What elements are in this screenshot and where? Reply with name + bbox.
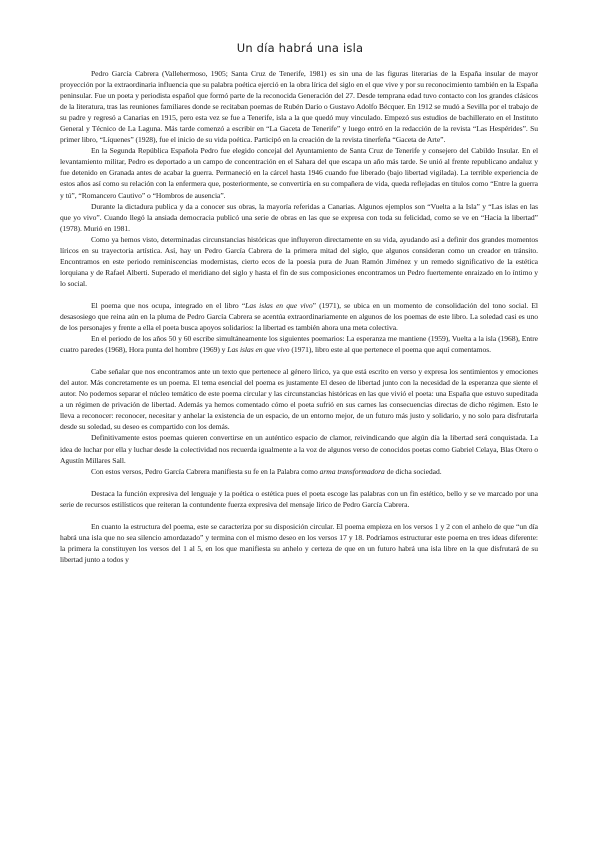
paragraph: Durante la dictadura publica y da a conocer sus obras, la mayoría referidas a Canarias. Algunos ejemplos son “Vuelta a la Isla” y “Las islas en las que yo vivo”. Cuando llegó la ansiada democracia publicó una serie de obras en las que se expresa con toda su felicidad, como se ve en “Hacia la libertad” (1978). Murió en 1981. — [60, 201, 538, 233]
paragraph-gap — [60, 477, 538, 488]
paragraph: Con estos versos, Pedro García Cabrera manifiesta su fe en la Palabra como arma transformadora de dicha sociedad. — [91, 466, 442, 476]
paragraph: En el periodo de los años 50 y 60 escribe simultáneamente los siguientes poemarios: La esperanza me mantiene (1959), Vuelta a la isla (1968), Entre cuatro paredes (1968), Hora punta del hombre (1969) y Las islas en que vivo (1971), libro este al que pertenece el poema que aquí comentamos. — [60, 334, 538, 355]
paragraph: Como ya hemos visto, determinadas circunstancias históricas que influyeron directamente en su vida, ayudando así a definir dos grandes momentos líricos en su trayectoria artística. Así, hay un Pedro García Cabrera de la primera mitad del siglo, que algunos consideran como un creador en tránsito. Encontramos en este periodo reminiscencias modernistas, cierto ecos de la poesía pura de Juan Ramón Jiménez y un remedo significativo de la estética lorquiana y de Rafael Alberti. Superado el meridiano del siglo y hasta el fin de sus composiciones encontramos un Pedro fuertemente enraizado en lo íntimo y lo social. — [60, 234, 538, 288]
section-context — [60, 300, 538, 355]
section-structure — [60, 521, 538, 565]
paragraph-gap — [60, 289, 538, 300]
paragraph: En la Segunda República Española Pedro fue elegido concejal del Ayuntamiento de Santa Cruz de Tenerife y consejero del Cabildo Insular. En el levantamiento militar, Pedro es deportado a un campo de concentración en el Sahara del que escapa un año más tarde. Se unió al frente republicano andaluz y fue detenido en Granada antes de acabar la guerra. Permaneció en la cárcel hasta 1946 cuando fue liberado (bajo libertad vigilada). La terrible experiencia de estos años así como su relación con la enfermera que, posteriormente, se convertiría en su compañera de vida, queda reflejadas en títulos como “Entre la guerra y tú”, “Romancero Cautivo” o “Hombros de ausencia”. — [60, 146, 538, 200]
paragraph: El poema que nos ocupa, integrado en el libro “Las islas en que vivo” (1971), se ubica en un momento de consolidación del tono social. El desasosiego que reina aún en la pluma de Pedro García Cabrera se acentúa extraordinariamente en algunos de los poemas de este libro. La soledad casi es uno de los personajes y frente a ella el poeta busca apoyos solidarios: la libertad es también ahora una meta colectiva. — [60, 300, 538, 333]
paragraph: Cabe señalar que nos encontramos ante un texto que pertenece al género lírico, ya que está escrito en verso y expresa los sentimientos y emociones del autor. Más concretamente es un poema. El tema esencial del poema es justamente El deseo de libertad junto con la necesidad de la esperanza que siente el autor. No podemos separar el núcleo temático de este poema circular y las circunstancias históricas en las que vivió el poeta: una España que estuvo supeditada a un régimen de privación de libertad. Además ya hemos comentado cómo el poeta sufrió en sus carnes las consecuencias directas de dicho régimen. Esto le lleva a reconocer: reconocer, necesitar y anhelar la existencia de un espacio, de un entorno mejor, de un futuro más justo y solidario, y no solo para disfrutarla desde su soledad, su deseo es compartido con los demás. — [60, 367, 538, 432]
italic-text: Las islas en que vivo — [245, 300, 313, 310]
paragraph: En cuanto la estructura del poema, este se caracteriza por su disposición circular. El poema empieza en los versos 1 y 2 con el anhelo de que “un día habrá una isla que no sea silencio amordazado” y termina con el mismo deseo en los versos 17 y 18. Podríamos estructurar este poema en tres ideas diferente: la primera la constituyen los versos del 1 al 5, en los que manifiesta su anhelo y certeza de que en un futuro habrá una isla libre en la que disfrutará de su libertad junto a todos y — [60, 521, 538, 564]
section-theme — [60, 366, 538, 476]
italic-text: Las islas en que vivo — [227, 345, 290, 355]
section-language — [60, 488, 538, 510]
paragraph: Destaca la función expresiva del lenguaje y la poética o estética pues el poeta escoge las palabras con un fin estético, bello y se ve marcado por una serie de recursos estilísticos que reiteran la contundente fuerza expresiva del mensaje lírico de Pedro García Cabrera. — [60, 488, 538, 509]
paragraph-gap — [60, 355, 538, 366]
italic-text: arma transformadora — [319, 466, 385, 476]
paragraph: Definitivamente estos poemas quieren convertirse en un auténtico espacio de clamor, reivindicando que algún día la libertad será conquistada. La idea de luchar por ella y luchar desde la colectividad nos recuerda igualmente a la voz de algunos verso de conocidos poetas como Gabriel Celaya, Blas Otero o Agustín Millares Sall. — [60, 433, 538, 465]
document-body — [60, 68, 538, 565]
section-biography — [60, 68, 538, 289]
document-title: Un día habrá una isla — [236, 41, 364, 55]
paragraph: Pedro García Cabrera (Vallehermoso, 1905; Santa Cruz de Tenerife, 1981) es sin una de las figuras literarias de la España insular de mayor proyección por la extraordinaria influencia que su palabra poética ejerció en la obra lírica del siglo en el que vive y por su reconocimiento también en la España peninsular. Fue un poeta y periodista español que formó parte de la reconocida Generación del 27. Desde temprana edad tuvo contacto con los grandes clásicos de la literatura, tras las reuniones familiares donde se recitaban poemas de Rubén Darío o Gustavo Adolfo Bécquer. En 1912 se mudó a Sevilla por el trabajo de su padre y regresó a Canarias en 1915, pero esta vez se fue a Tenerife, isla a la que quedó muy vinculado. Empezó sus estudios de bachillerato en el Instituto General y Técnico de La Laguna. Más tarde comenzó a escribir en “La Gaceta de Tenerife” y luego entró en la redacción de la revista “Las Hespérides”. Su primer libro, “Líquenes” (1928), fue el inicio de su vida poética. Participó en la creación de la revista tinerfeña “Gaceta de Arte”. — [60, 69, 538, 145]
paragraph-gap — [60, 510, 538, 521]
